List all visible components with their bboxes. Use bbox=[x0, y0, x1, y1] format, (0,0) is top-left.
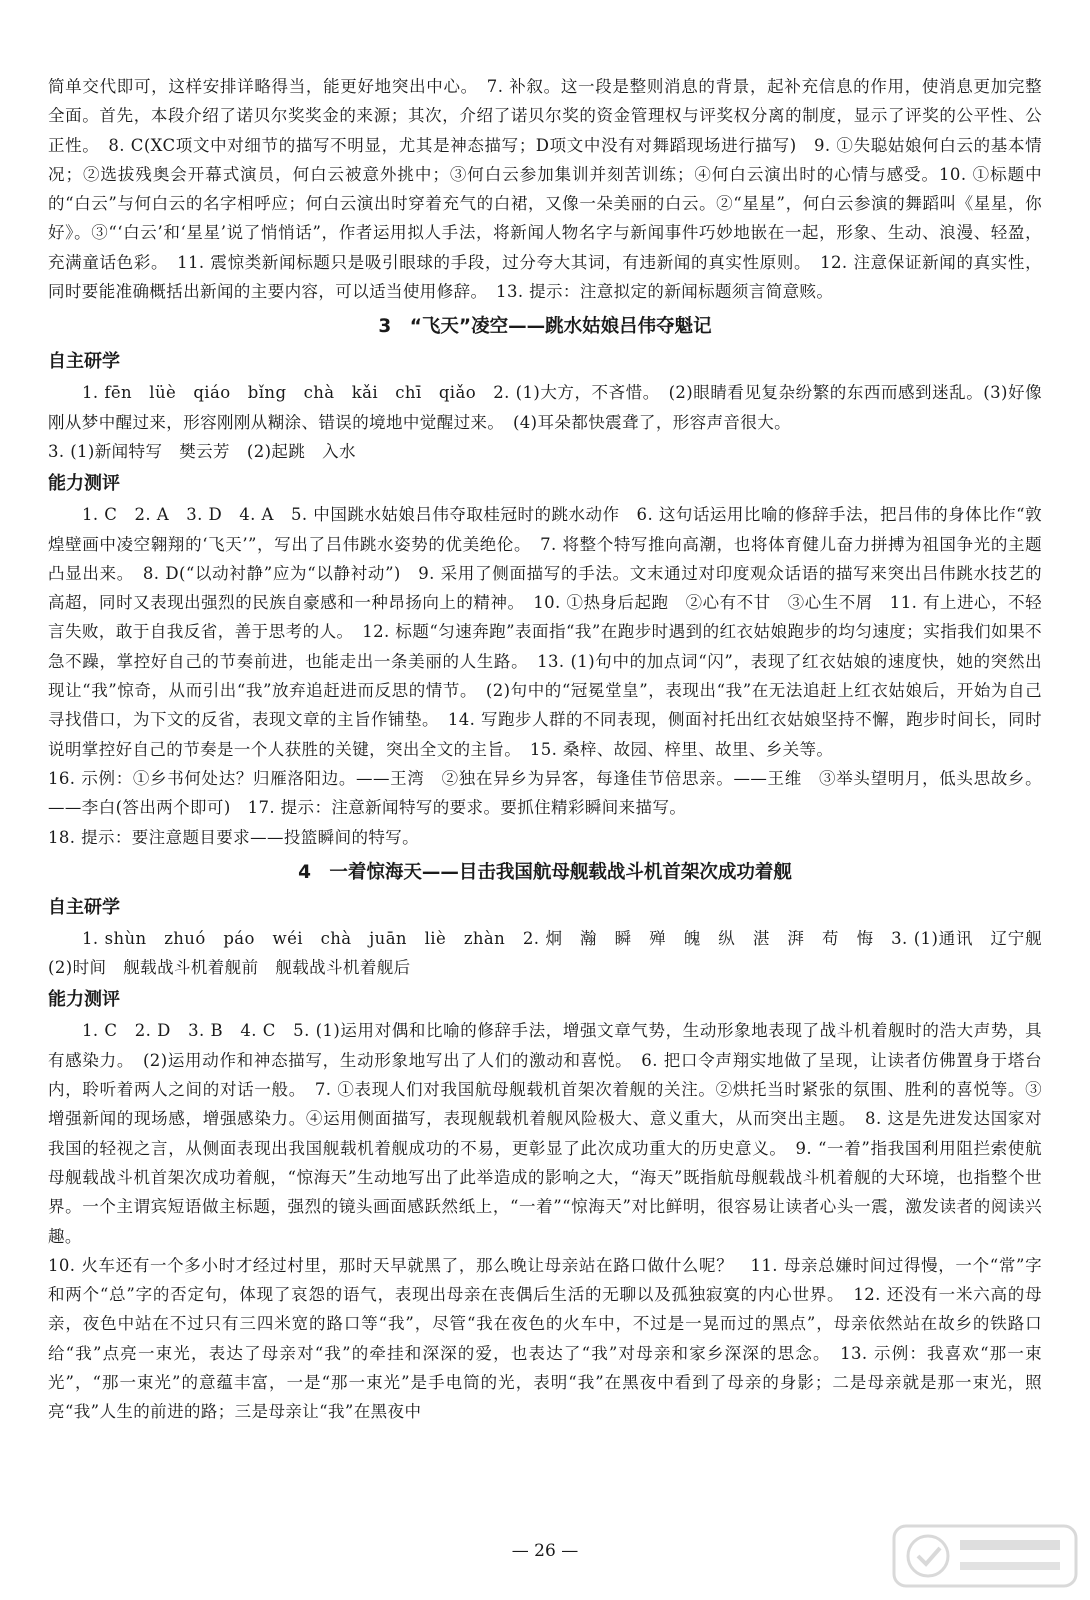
section-heading-zizhu: 自主研学 bbox=[48, 351, 120, 373]
lesson-3-nengli-answers-3: 18. 提示：要注意题目要求——投篮瞬间的特写。 bbox=[48, 827, 420, 847]
lesson-3-zizhu-answers-2: 3. (1)新闻特写 樊云芳 (2)起跳 入水 bbox=[48, 441, 356, 461]
lesson-3-nengli-answers: 1. C 2. A 3. D 4. A 5. 中国跳水姑娘吕伟夺取桂冠时的跳水动作 6. 这句话运用比喻的修辞手法，把吕伟的身体比作“敦煌壁画中凌空翱翔的‘飞天’”，写出了吕伟跳水姿势的优美绝伦。 7. 将整个特写推向高潮，也将体育健儿奋力拼搏为祖国争光的主题凸显出来。 8. D(“以动衬静”应为“以静衬动”) 9. 采用了侧面描写的手法。文末通过对印度观众话语的描写来突出吕伟跳水技艺的高超，同时又表现出强烈的民族自豪感和一种昂扬向上的精神。 10. ①热身后起跑 ②心有不甘 ③心生不屑 11. 有上进心，不轻言失败，敢于自我反省，善于思考的人。 12. 标题“匀速奔跑”表面指“我”在跑步时遇到的红衣姑娘跑步的均匀速度；实指我们如果不急不躁，掌控好自己的节奏前进，也能走出一条美丽的人生路。 13. (1)句中的加点词“闪”，表现了红衣姑娘的速度快，她的突然出现让“我”惊奇，从而引出“我”放弃追赶进而反思的情节。 (2)句中的“冠冕堂皇”，表现出“我”在无法追赶上红衣姑娘后，开始为自己寻找借口，为下文的反省，表现文章的主旨作铺垫。 14. 写跑步人群的不同表现，侧面衬托出红衣姑娘坚持不懈，跑步时间长，同时说明掌控好自己的节奏是一个人获胜的关键，突出全文的主旨。 15. 桑梓、故园、梓里、故里、乡关等。 bbox=[48, 505, 1042, 759]
watermark-logo bbox=[890, 1520, 1080, 1592]
lesson-3-nengli-answers-2: 16. 示例：①乡书何处达？归雁洛阳边。——王湾 ②独在异乡为异客，每逢佳节倍思亲。——王维 ③举头望明月，低头思故乡。——李白(答出两个即可) 17. 提示：注意新闻特写的要求。要抓住精彩瞬间来描写。 bbox=[48, 768, 1042, 818]
page-number: — 26 — bbox=[511, 1541, 579, 1561]
lesson-4-nengli-answers: 1. C 2. D 3. B 4. C 5. (1)运用对偶和比喻的修辞手法，增强文章气势，生动形象地表现了战斗机着舰时的浩大声势，具有感染力。 (2)运用动作和神态描写，生动形象地写出了人们的激动和喜悦。 6. 把口令声翔实地做了呈现，让读者仿佛置身于塔台内，聆听着两人之间的对话一般。 7. ①表现人们对我国航母舰载机首架次着舰的关注。②烘托当时紧张的氛围、胜利的喜悦等。③增强新闻的现场感，增强感染力。④运用侧面描写，表现舰载机着舰风险极大、意义重大，从而突出主题。 8. 这是先进发达国家对我国的轻视之言，从侧面表现出我国舰载机着舰成功的不易，更彰显了此次成功重大的历史意义。 9. “一着”指我国利用阻拦索使航母舰载战斗机首架次成功着舰，“惊海天”生动地写出了此举造成的影响之大，“海天”既指航母舰载战斗机着舰的大环境，也指整个世界。一个主谓宾短语做主标题，强烈的镜头画面感跃然纸上，“一着”“惊海天”对比鲜明，很容易让读者心头一震，激发读者的阅读兴趣。 bbox=[48, 1021, 1042, 1246]
lesson-4-nengli-answers-2: 10. 火车还有一个多小时才经过村里，那时天早就黑了，那么晚让母亲站在路口做什么呢？ 11. 母亲总嫌时间过得慢，一个“常”字和两个“总”字的否定句，体现了哀怨的语气，表现出母亲在丧偶后生活的无聊以及孤独寂寞的内心世界。 12. 还没有一米六高的母亲，夜色中站在不过只有三四米宽的路口等“我”，尽管“我在夜色的火车中，不过是一晃而过的黑点”，母亲依然站在故乡的铁路口给“我”点亮一束光，表达了母亲对“我”的牵挂和深深的爱，也表达了“我”对母亲和家乡深深的思念。 13. 示例：我喜欢“那一束光”，“那一束光”的意蕴丰富，一是“那一束光”是手电筒的光，表明“我”在黑夜中看到了母亲的身影；二是母亲就是那一束光，照亮“我”人生的前进的路；三是母亲让“我”在黑夜中 bbox=[48, 1255, 1042, 1422]
lesson-4-title: 4 一着惊海天——目击我国航母舰载战斗机首架次成功着舰 bbox=[298, 861, 792, 883]
section-heading-nengli: 能力测评 bbox=[48, 473, 120, 495]
answer-paragraph-top: 简单交代即可，这样安排详略得当，能更好地突出中心。 7. 补叙。这一段是整则消息的背景，起补充信息的作用，使消息更加完整全面。首先，本段介绍了诺贝尔奖奖金的来源；其次，介绍了诺贝尔奖的资金管理权与评奖权分离的制度，显示了评奖的公平性、公正性。 8. C(XC项文中对细节的描写不明显，尤其是神态描写；D项文中没有对舞蹈现场进行描写) 9. ①失聪姑娘何白云的基本情况；②选拔残奥会开幕式演员，何白云被意外挑中；③何白云参加集训并刻苦训练；④何白云演出时的心情与感受。10. ①标题中的“白云”与何白云的名字相呼应；何白云演出时穿着充气的白裙，又像一朵美丽的白云。②“星星”，何白云参演的舞蹈叫《星星，你好》。③“‘白云’和‘星星’说了悄悄话”，作者运用拟人手法，将新闻人物名字与新闻事件巧妙地嵌在一起，形象、生动、浪漫、轻盈，充满童话色彩。 11. 震惊类新闻标题只是吸引眼球的手段，过分夸大其词，有违新闻的真实性原则。 12. 注意保证新闻的真实性，同时要能准确概括出新闻的主要内容，可以适当使用修辞。 13. 提示：注意拟定的新闻标题须言简意赅。 bbox=[48, 77, 1042, 302]
section-heading-zizhu: 自主研学 bbox=[48, 896, 120, 918]
lesson-3-title: 3 “飞天”凌空——跳水姑娘吕伟夺魁记 bbox=[378, 316, 712, 338]
watermark-icon bbox=[890, 1520, 1080, 1592]
page-content bbox=[48, 72, 1059, 1427]
section-heading-nengli: 能力测评 bbox=[48, 989, 120, 1011]
lesson-4-zizhu-answers: 1. shùn zhuó páo wéi chà juān liè zhàn 2. 炯 瀚 瞬 殚 魄 纵 湛 湃 苟 悔 3. (1)通讯 辽宁舰 (2)时间 舰载战斗机着舰前 舰载战斗机着舰后 bbox=[48, 928, 1059, 978]
lesson-3-zizhu-answers: 1. fēn lüè qiáo bǐng chà kǎi chī qiǎo 2. (1)大方，不吝惜。 (2)眼睛看见复杂纷繁的东西而感到迷乱。(3)好像刚从梦中醒过来，形容刚刚从糊涂、错误的境地中觉醒过来。 (4)耳朵都快震聋了，形容声音很大。 bbox=[48, 383, 1042, 432]
